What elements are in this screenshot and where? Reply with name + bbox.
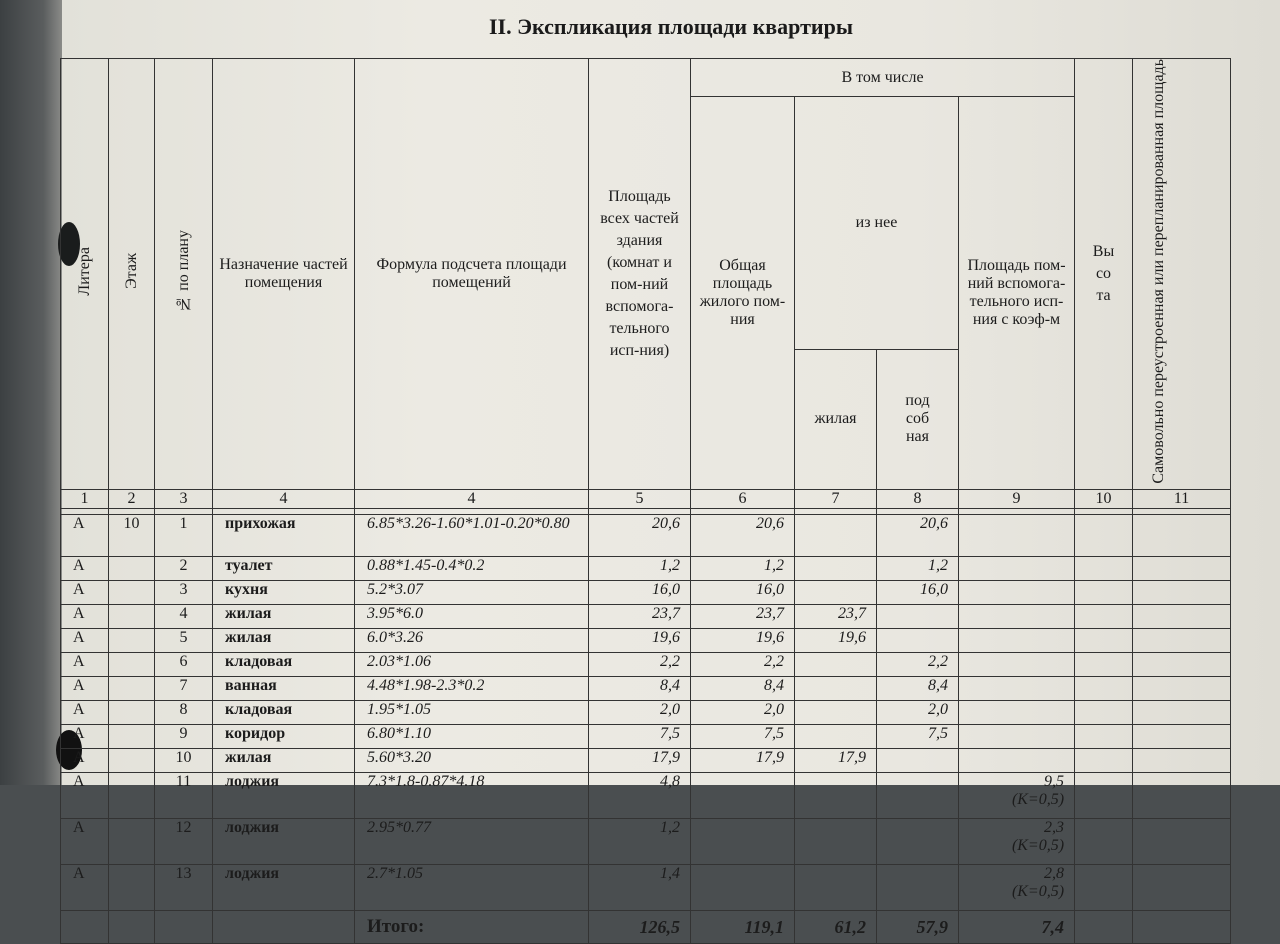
cell-purpose: жилая bbox=[213, 628, 355, 652]
cell-height bbox=[1075, 724, 1133, 748]
cell-formula: 4.48*1.98-2.3*0.2 bbox=[355, 676, 589, 700]
cell-litera: А bbox=[61, 772, 109, 818]
cell-purpose: ванная bbox=[213, 676, 355, 700]
cell-formula: 3.95*6.0 bbox=[355, 604, 589, 628]
cell-litera: А bbox=[61, 818, 109, 864]
cell-height bbox=[1075, 580, 1133, 604]
cell-formula: 2.95*0.77 bbox=[355, 818, 589, 864]
cell-unauthorized bbox=[1133, 628, 1231, 652]
cell-auxiliary bbox=[877, 604, 959, 628]
cell-unauthorized bbox=[1133, 818, 1231, 864]
cell-living: 23,7 bbox=[795, 604, 877, 628]
cell-unauthorized bbox=[1133, 514, 1231, 556]
cell-general-area: 1,2 bbox=[691, 556, 795, 580]
cell-formula: 7.3*1.8-0.87*4.18 bbox=[355, 772, 589, 818]
coef-value: 2,3 bbox=[1044, 818, 1065, 836]
cell-general-area bbox=[691, 818, 795, 864]
cell-living bbox=[795, 556, 877, 580]
cell-total-area: 8,4 bbox=[589, 676, 691, 700]
cell-formula: 6.80*1.10 bbox=[355, 724, 589, 748]
cell-general-area: 8,4 bbox=[691, 676, 795, 700]
cell-living bbox=[795, 864, 877, 910]
explication-table bbox=[60, 58, 1231, 944]
cell-formula: 2.03*1.06 bbox=[355, 652, 589, 676]
cell-total-area: 20,6 bbox=[589, 514, 691, 556]
coef-k: (К=0,5) bbox=[1011, 790, 1065, 808]
cell-litera: А bbox=[61, 748, 109, 772]
cell-general-area: 7,5 bbox=[691, 724, 795, 748]
table-row bbox=[61, 580, 1231, 604]
document-title: II. Экспликация площади квартиры bbox=[488, 14, 854, 39]
column-number: 2 bbox=[109, 489, 155, 508]
cell-living bbox=[795, 700, 877, 724]
cell-floor bbox=[109, 580, 155, 604]
cell-height bbox=[1075, 604, 1133, 628]
totals-coef: 7,4 bbox=[959, 910, 1075, 943]
cell-total-area: 2,0 bbox=[589, 700, 691, 724]
table-row bbox=[61, 772, 1231, 818]
cell-living bbox=[795, 652, 877, 676]
cell-living bbox=[795, 514, 877, 556]
table-row bbox=[61, 700, 1231, 724]
cell-aux-coef bbox=[959, 628, 1075, 652]
cell-plan-no: 8 bbox=[155, 700, 213, 724]
background-edge bbox=[0, 0, 62, 785]
cell-unauthorized bbox=[1133, 748, 1231, 772]
header-plan-no: № по плану bbox=[155, 59, 213, 490]
column-number: 5 bbox=[589, 489, 691, 508]
cell-aux-coef bbox=[959, 864, 1075, 910]
column-number: 7 bbox=[795, 489, 877, 508]
cell-purpose: лоджия bbox=[213, 772, 355, 818]
cell-litera: А bbox=[61, 652, 109, 676]
cell-aux-coef bbox=[959, 724, 1075, 748]
cell-plan-no: 7 bbox=[155, 676, 213, 700]
cell-floor bbox=[109, 748, 155, 772]
header-total-area: Площадь всех частей здания (комнат и пом-ний вспомога-тельного исп-ния) bbox=[589, 59, 691, 490]
cell-purpose: лоджия bbox=[213, 818, 355, 864]
cell-height bbox=[1075, 676, 1133, 700]
cell-plan-no: 9 bbox=[155, 724, 213, 748]
cell-purpose: коридор bbox=[213, 724, 355, 748]
cell-total-area: 17,9 bbox=[589, 748, 691, 772]
cell-plan-no: 6 bbox=[155, 652, 213, 676]
cell-height bbox=[1075, 514, 1133, 556]
table-row bbox=[61, 724, 1231, 748]
column-numbers-row bbox=[61, 489, 1231, 508]
header-unauthorized: Самовольно переустроенная или перепланированная площадь bbox=[1133, 59, 1231, 490]
cell-litera: А bbox=[61, 724, 109, 748]
table-row bbox=[61, 818, 1231, 864]
cell-plan-no: 5 bbox=[155, 628, 213, 652]
cell-general-area: 20,6 bbox=[691, 514, 795, 556]
header-auxiliary: под соб ная bbox=[877, 349, 959, 489]
cell-plan-no: 11 bbox=[155, 772, 213, 818]
cell-aux-coef bbox=[959, 580, 1075, 604]
cell-total-area: 16,0 bbox=[589, 580, 691, 604]
cell-plan-no: 3 bbox=[155, 580, 213, 604]
cell-total-area: 19,6 bbox=[589, 628, 691, 652]
cell-height bbox=[1075, 748, 1133, 772]
header-formula: Формула подсчета площади помещений bbox=[355, 59, 589, 490]
cell-auxiliary bbox=[877, 748, 959, 772]
coef-value: 2,8 bbox=[1044, 864, 1065, 882]
cell-living: 19,6 bbox=[795, 628, 877, 652]
cell-formula: 5.2*3.07 bbox=[355, 580, 589, 604]
column-number: 4 bbox=[355, 489, 589, 508]
header-purpose: Назначение частей помещения bbox=[213, 59, 355, 490]
cell-purpose: кладовая bbox=[213, 652, 355, 676]
totals-general: 119,1 bbox=[691, 910, 795, 943]
cell-auxiliary bbox=[877, 818, 959, 864]
cell-height bbox=[1075, 818, 1133, 864]
cell-aux-coef bbox=[959, 748, 1075, 772]
cell-purpose: прихожая bbox=[213, 514, 355, 556]
cell-unauthorized bbox=[1133, 580, 1231, 604]
header-living: жилая bbox=[795, 349, 877, 489]
cell-total-area: 4,8 bbox=[589, 772, 691, 818]
cell-unauthorized bbox=[1133, 676, 1231, 700]
cell-auxiliary: 2,0 bbox=[877, 700, 959, 724]
column-number: 3 bbox=[155, 489, 213, 508]
table-row bbox=[61, 556, 1231, 580]
cell-general-area bbox=[691, 864, 795, 910]
header-aux-coef: Площадь пом-ний вспомога-тельного исп-ния с коэф-м bbox=[959, 97, 1075, 490]
cell-living bbox=[795, 818, 877, 864]
cell-general-area: 17,9 bbox=[691, 748, 795, 772]
cell-total-area: 7,5 bbox=[589, 724, 691, 748]
cell-auxiliary: 16,0 bbox=[877, 580, 959, 604]
cell-auxiliary: 7,5 bbox=[877, 724, 959, 748]
cell-purpose: лоджия bbox=[213, 864, 355, 910]
cell-total-area: 2,2 bbox=[589, 652, 691, 676]
cell-floor: 10 bbox=[109, 514, 155, 556]
cell-living: 17,9 bbox=[795, 748, 877, 772]
cell-unauthorized bbox=[1133, 772, 1231, 818]
cell-floor bbox=[109, 676, 155, 700]
cell-formula: 5.60*3.20 bbox=[355, 748, 589, 772]
cell-litera: А bbox=[61, 864, 109, 910]
header-height: Вы со та bbox=[1075, 59, 1133, 490]
column-number: 4 bbox=[213, 489, 355, 508]
cell-living bbox=[795, 676, 877, 700]
cell-auxiliary: 8,4 bbox=[877, 676, 959, 700]
totals-row bbox=[61, 910, 1231, 943]
cell-litera: А bbox=[61, 604, 109, 628]
cell-auxiliary bbox=[877, 864, 959, 910]
cell-litera: А bbox=[61, 700, 109, 724]
cell-purpose: жилая bbox=[213, 748, 355, 772]
cell-litera: А bbox=[61, 514, 109, 556]
cell-floor bbox=[109, 628, 155, 652]
table-row bbox=[61, 864, 1231, 910]
coef-value: 9,5 bbox=[1044, 772, 1065, 790]
cell-aux-coef bbox=[959, 772, 1075, 818]
cell-aux-coef bbox=[959, 676, 1075, 700]
cell-total-area: 23,7 bbox=[589, 604, 691, 628]
table-row bbox=[61, 604, 1231, 628]
cell-purpose: кухня bbox=[213, 580, 355, 604]
cell-height bbox=[1075, 864, 1133, 910]
cell-living bbox=[795, 580, 877, 604]
cell-formula: 6.0*3.26 bbox=[355, 628, 589, 652]
cell-height bbox=[1075, 700, 1133, 724]
cell-floor bbox=[109, 604, 155, 628]
header-general-area: Общая площадь жилого пом-ния bbox=[691, 97, 795, 490]
cell-living bbox=[795, 724, 877, 748]
column-number: 9 bbox=[959, 489, 1075, 508]
cell-auxiliary bbox=[877, 772, 959, 818]
cell-purpose: туалет bbox=[213, 556, 355, 580]
cell-height bbox=[1075, 652, 1133, 676]
cell-total-area: 1,2 bbox=[589, 818, 691, 864]
cell-aux-coef bbox=[959, 652, 1075, 676]
cell-general-area: 2,2 bbox=[691, 652, 795, 676]
cell-aux-coef bbox=[959, 514, 1075, 556]
cell-litera: А bbox=[61, 628, 109, 652]
cell-aux-coef bbox=[959, 700, 1075, 724]
cell-plan-no: 12 bbox=[155, 818, 213, 864]
cell-plan-no: 10 bbox=[155, 748, 213, 772]
cell-total-area: 1,4 bbox=[589, 864, 691, 910]
header-including: В том числе bbox=[691, 59, 1075, 97]
cell-floor bbox=[109, 772, 155, 818]
cell-general-area: 2,0 bbox=[691, 700, 795, 724]
cell-floor bbox=[109, 652, 155, 676]
cell-height bbox=[1075, 772, 1133, 818]
totals-aux: 57,9 bbox=[877, 910, 959, 943]
cell-unauthorized bbox=[1133, 864, 1231, 910]
column-number: 8 bbox=[877, 489, 959, 508]
cell-litera: А bbox=[61, 556, 109, 580]
table-row bbox=[61, 676, 1231, 700]
cell-living bbox=[795, 772, 877, 818]
cell-formula: 6.85*3.26-1.60*1.01-0.20*0.80 bbox=[355, 514, 589, 556]
cell-litera: А bbox=[61, 676, 109, 700]
cell-general-area: 23,7 bbox=[691, 604, 795, 628]
column-number: 11 bbox=[1133, 489, 1231, 508]
cell-unauthorized bbox=[1133, 556, 1231, 580]
cell-general-area: 16,0 bbox=[691, 580, 795, 604]
cell-plan-no: 1 bbox=[155, 514, 213, 556]
cell-unauthorized bbox=[1133, 652, 1231, 676]
cell-litera: А bbox=[61, 580, 109, 604]
column-number: 10 bbox=[1075, 489, 1133, 508]
cell-formula: 0.88*1.45-0.4*0.2 bbox=[355, 556, 589, 580]
cell-height bbox=[1075, 556, 1133, 580]
cell-total-area: 1,2 bbox=[589, 556, 691, 580]
cell-floor bbox=[109, 700, 155, 724]
column-number: 6 bbox=[691, 489, 795, 508]
cell-floor bbox=[109, 724, 155, 748]
cell-plan-no: 4 bbox=[155, 604, 213, 628]
cell-height bbox=[1075, 628, 1133, 652]
cell-purpose: кладовая bbox=[213, 700, 355, 724]
cell-general-area: 19,6 bbox=[691, 628, 795, 652]
cell-purpose: жилая bbox=[213, 604, 355, 628]
cell-aux-coef bbox=[959, 818, 1075, 864]
cell-auxiliary: 20,6 bbox=[877, 514, 959, 556]
cell-plan-no: 13 bbox=[155, 864, 213, 910]
cell-unauthorized bbox=[1133, 700, 1231, 724]
cell-aux-coef bbox=[959, 556, 1075, 580]
cell-formula: 1.95*1.05 bbox=[355, 700, 589, 724]
table-row bbox=[61, 628, 1231, 652]
cell-unauthorized bbox=[1133, 604, 1231, 628]
header-of-which: из нее bbox=[795, 97, 959, 350]
table-row bbox=[61, 652, 1231, 676]
totals-total: 126,5 bbox=[589, 910, 691, 943]
cell-general-area bbox=[691, 772, 795, 818]
cell-auxiliary: 1,2 bbox=[877, 556, 959, 580]
totals-living: 61,2 bbox=[795, 910, 877, 943]
coef-k: (К=0,5) bbox=[1011, 882, 1065, 900]
cell-formula: 2.7*1.05 bbox=[355, 864, 589, 910]
header-floor: Этаж bbox=[109, 59, 155, 490]
header-litera: Литера bbox=[61, 59, 109, 490]
cell-unauthorized bbox=[1133, 724, 1231, 748]
column-number: 1 bbox=[61, 489, 109, 508]
cell-floor bbox=[109, 556, 155, 580]
cell-floor bbox=[109, 818, 155, 864]
cell-plan-no: 2 bbox=[155, 556, 213, 580]
coef-k: (К=0,5) bbox=[1011, 836, 1065, 854]
cell-auxiliary: 2,2 bbox=[877, 652, 959, 676]
cell-aux-coef bbox=[959, 604, 1075, 628]
table-row bbox=[61, 748, 1231, 772]
totals-label: Итого: bbox=[355, 910, 589, 943]
table-row bbox=[61, 514, 1231, 556]
cell-auxiliary bbox=[877, 628, 959, 652]
cell-floor bbox=[109, 864, 155, 910]
